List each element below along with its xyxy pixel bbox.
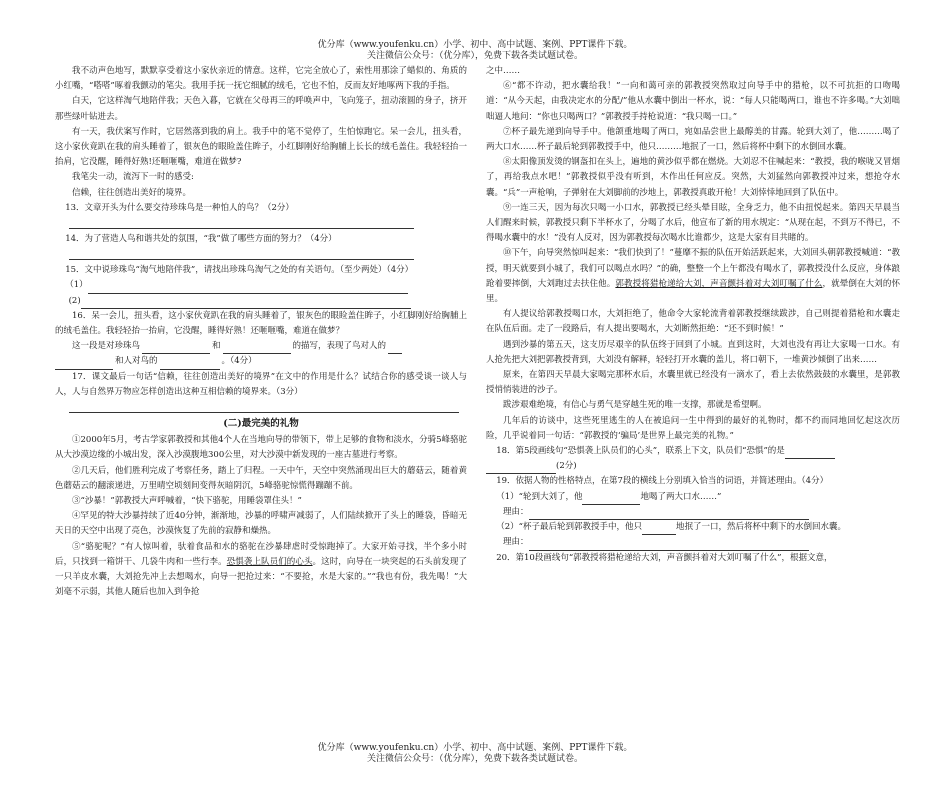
passage-paragraph: [486, 246, 900, 307]
answer-blank[interactable]: [160, 359, 220, 370]
question-19-part-2: [486, 520, 900, 535]
passage-paragraph: ②几天后，他们胜利完成了考察任务，踏上了归程。一天中午，天空中突然涌现出巨大的蘑菇云，随着黄色蘑菇云的翻滚递进，万里晴空顷刻间变得灰暗阴沉，5峰骆驼惊慌得蹦蹦不前。: [55, 465, 467, 491]
passage-paragraph: 遇到沙暴的第五天，这支历尽艰辛的队伍终于回到了小城。直到这时，大刘也没有再让大家喝一口水。有人抢先把大刘把郭教授背到，大刘没有解释，轻轻打开水囊的盖儿，将口朝下，一堆黄沙倾倒了出来……: [486, 339, 900, 365]
reason-line: [486, 535, 900, 550]
answer-blank[interactable]: [486, 463, 556, 474]
passage-paragraph: 原来，在第四天早晨大家喝完那杯水后，水囊里就已经没有一滴水了，看上去依然鼓鼓的水囊里，是郭教授悄悄装进的沙子。: [486, 370, 900, 396]
answer-line-17[interactable]: [69, 400, 459, 413]
answer-line-15-1[interactable]: [88, 283, 408, 294]
question-15-part-2: [55, 294, 467, 309]
blank-text: 的描写，表现了鸟对人的: [292, 341, 387, 352]
passage-paragraph: 我不动声色地写，默默享受着这小家伙亲近的情意。这样，它完全放心了，索性用那涂了蜡似的、角质的小红嘴，“嗒嗒”啄着我颤动的笔尖。我用手抚一抚它细腻的绒毛，它也不怕，反而友好地啄两下我的手指。: [55, 66, 467, 92]
question-18-cont: [486, 459, 900, 474]
answer-blank[interactable]: [529, 509, 809, 520]
passage-paragraph: 有一天，我伏案写作时，它居然落到我的肩上。我手中的笔不觉停了，生怕惊跑它。呆一会儿，扭头看，这小家伙竟趴在我的肩头睡着了，银灰色的眼睑盖住眸子，小红脚刚好给胸脯上长长的绒毛盖住。我轻轻抬一抬肩，它没醒，睡得好熟!还咂咂嘴，难道在做梦?: [55, 126, 467, 168]
answer-blank[interactable]: [785, 448, 835, 459]
passage-paragraph: 跋涉艰难绝境，有信心与勇气是穿越生死的唯一支撑，那就是希望啊。: [503, 400, 767, 411]
passage-paragraph: 之中……: [486, 66, 521, 76]
answer-line-13[interactable]: [69, 216, 414, 229]
question-16: 16．呆一会儿，扭头看，这小家伙竟趴在我的肩头睡着了，银灰色的眼睑盖住眸子，小红脚刚好给胸脯上的绒毛盖住。我轻轻抬一抬肩，它没醒，睡得好熟！还咂咂嘴，难道在做梦？: [55, 310, 467, 337]
question-19-part-1: [486, 490, 900, 505]
question-text: 地喝了两大口水……”: [640, 491, 722, 502]
text-run: ⑩下午，向导突然惊叫起来：“我们快到了！”蔓靡不振的队伍开始活跃起来，大刘回头朝郭教授喊道：“教授，明天就要到小城了，我们可以喝点水吗？”的确，整整一个上午都没有喝水了，郭教授没什么反应，身体踉跄着要摔倒，大刘跑过去扶住他。: [486, 248, 900, 289]
header-line-1: 优分库（www.youfenku.cn）小学、初中、高中试题、案例、PPT课件下载。: [317, 40, 633, 50]
question-text: （2）“杯子最后轮到郭教授手中，他只: [496, 522, 642, 533]
header-line-2: 关注微信公众号：（优分库），免费下载各类试题试卷。: [366, 51, 583, 61]
answer-blank[interactable]: [529, 540, 809, 551]
question-17: 17．课文最后一句话“信赖，往往创造出美好的境界”在文中的作用是什么？试结合你的感受谈一谈人与人，人与自然界万物应怎样创造出这种互相信赖的境界来。（3分）: [55, 371, 467, 397]
question-19: 19．依据人物的性格特点，在第7段的横线上分别填入恰当的词语，并简述理由。（4分）: [496, 476, 829, 487]
passage-paragraph: ④罕见的特大沙暴持续了近40分钟，渐渐地，沙暴的呼啸声减弱了，人们陆续掀开了头上的睡袋，昏暗无天日的天空中出现了亮色，沙漠恢复了先前的寂静和燥热。: [55, 511, 467, 537]
passage-paragraph: 信赖，往往创造出美好的境界。: [72, 187, 192, 198]
question-18: [486, 444, 900, 459]
blank-text: 。（4分）: [221, 356, 257, 367]
question-15-part-1: [55, 278, 467, 293]
passage-paragraph: 几年后的访谈中，这些死里逃生的人在被追问一生中得到的最好的礼物时，都不约而同地回忆起这次历险，几乎说着同一句话：“郭教授的‘骗局’是世界上最完美的礼物。”: [486, 415, 900, 441]
answer-blank[interactable]: [223, 343, 291, 354]
reason-label: 理由：: [503, 537, 529, 548]
blank-text: 和: [212, 341, 221, 352]
page-footer: [0, 743, 950, 765]
answer-line-14[interactable]: [69, 247, 414, 260]
score-text: (2分): [556, 461, 577, 472]
footer-line-1: 优分库（www.youfenku.cn）小学、初中、高中试题、案例、PPT课件下载。: [317, 743, 633, 753]
answer-line-15-2[interactable]: [81, 298, 411, 309]
question-16-blanks: [55, 339, 467, 369]
passage-paragraph: 我笔尖一动，流泻下一时的感受:: [72, 172, 194, 183]
question-15: 15．文中说珍珠鸟“淘气地陪伴我”，请找出珍珠鸟淘气之处的有关语句。（至少两处）（4分）: [65, 265, 414, 276]
question-20: 20．第10段画线句“郭教授将猎枪递给大刘，声音颤抖着对大刘叮嘱了什么”，根据文意，: [496, 552, 833, 563]
question-text: （1）“轮到大刘了，他: [496, 491, 583, 502]
blank-text: 和人对鸟的: [115, 356, 158, 367]
page-header: [0, 40, 950, 62]
text-run: 。这时，向导在一块突起的石头前发现了一只羊皮水囊，大刘抢先冲上去想喝水，向导一把抢过来：“不要抢，水是大家的。”“我也有份，我先喝！”大刘毫不示弱，其他人随后也加入到争抢: [55, 556, 467, 598]
right-column: [486, 64, 900, 739]
passage-paragraph: ⑧太阳像顶发烫的钢盔扣在头上，遍地的黄沙似乎都在燃烧。大刘忍不住喊起来：“教授，我的喉咙又冒烟了，再给我点水吧！”郭教授似乎没有听到，木作出任何应反。突然，大刘猛然向郭教授冲过来，想抢夺水囊。“兵”一声枪响，子弹射在大刘脚前的沙地上，郭教授真敢开枪！大刘悻悻地回到了队伍中。: [486, 157, 900, 198]
left-column: [55, 64, 467, 739]
part-label: (2): [68, 295, 81, 306]
answer-blank[interactable]: [582, 494, 640, 505]
passage-paragraph: 白天，它这样淘气地陪伴我；天色入暮，它就在父母再三的呼唤声中，飞向笼子，扭动滚圆的身子，挤开那些绿叶钻进去。: [55, 96, 467, 122]
passage-paragraph: ①2000年5月，考古学家郭教授和其他4个人在当地向导的带领下，带上足够的食物和淡水，分骑5峰骆驼从大沙漠边缘的小城出发，深入沙漠腹地300公里，对大沙漠中新发现的一座古墓进行考察。: [55, 435, 467, 461]
question-14: 14．为了营造人鸟和谐共处的氛围，“我”做了哪些方面的努力？（4分）: [65, 234, 337, 245]
reason-line: [486, 505, 900, 520]
passage-paragraph: ⑨一连三天，因为每次只喝一小口水，郭教授已经头晕目眩，全身乏力，他不由扭悦起来。第四天早晨当人们醒来时候，郭教授只剩下半杯水了，分喝了水后，他宣布了新的用水规定：“从现在起，不到万不得已，不得喝水囊中的水！”没有人反对，因为郭教授每次喝水比谁都少，这是大家有目共睹的。: [486, 202, 900, 244]
passage-paragraph: ③“沙暴！”郭教授大声呼喊着，“快下骆驼，用睡袋罩住头！”: [72, 496, 302, 507]
question-text: 18．第5段画线句“恐惧袭上队员们的心头”，联系上下文，队员们“恐惧”的是: [496, 446, 785, 457]
passage-paragraph: ⑥“都不许动，把水囊给我！”一向和蔼可亲的郭教授突然取过向导手中的猎枪，以不可抗拒的口吻喝道：“从今天起，由我决定水的分配/”他从水囊中倒出一杯水，说：“每人只能喝两口，谁也不许多喝。”大刘咄咄逼人地问：“你也只喝两口？”郭教授手持枪说道：“我只喝一口。”: [486, 81, 900, 122]
blank-text: 这一段是对珍珠鸟: [72, 341, 141, 352]
underlined-sentence: 恐惧袭上队员们的心头: [226, 556, 313, 567]
answer-blank[interactable]: [142, 343, 210, 354]
answer-blank[interactable]: [55, 359, 113, 370]
underlined-sentence: 郭教授将猎枪递给大刘，声音颤抖着对大刘叮嘱了什么: [615, 278, 823, 289]
answer-blank[interactable]: [388, 343, 402, 354]
text-run: ，就晕倒在大刘的怀里。: [486, 278, 900, 305]
reason-label: 理由：: [503, 506, 529, 517]
text-run: ⑤“骆驼呢？”有人惊叫着，驮着食品和水的骆驼在沙暴肆虐时受惊跑掉了。大家开始寻找，半个多小时后，只找到一箱饼干、几袋牛肉和一些行李。: [55, 541, 467, 567]
part-label: （1）: [65, 280, 88, 291]
footer-line-2: 关注微信公众号：（优分库），免费下载各类试题试卷。: [366, 754, 583, 764]
passage-paragraph: ⑦杯子最先递到向导手中。他颌重地喝了两口，宛如品尝世上最醇美的甘露。轮到大刘了，他………喝了两大口水……杯子最后轮到郭教授手中，他只………地抿了一口，然后将杯中剩下的水倒回水囊。: [486, 126, 900, 153]
answer-blank[interactable]: [642, 524, 676, 535]
passage-paragraph: 有人提议给郭教授喝口水，大刘拒绝了，他命令大家轮流背着郭教授继续跋涉，自己则提着猎枪和水囊走在队伍后面。走了一段路后，有人提出要喝水，大刘断然拒绝：“还不到时候！”: [486, 309, 900, 335]
section-title: (二)最完美的礼物: [223, 418, 299, 430]
question-13: 13．文章开头为什么要交待珍珠鸟是一种怕人的鸟？（2分）: [65, 202, 294, 213]
question-text: 地抿了一口，然后将杯中剩下的水倒回水囊。: [675, 522, 846, 533]
passage-paragraph: [55, 540, 467, 601]
